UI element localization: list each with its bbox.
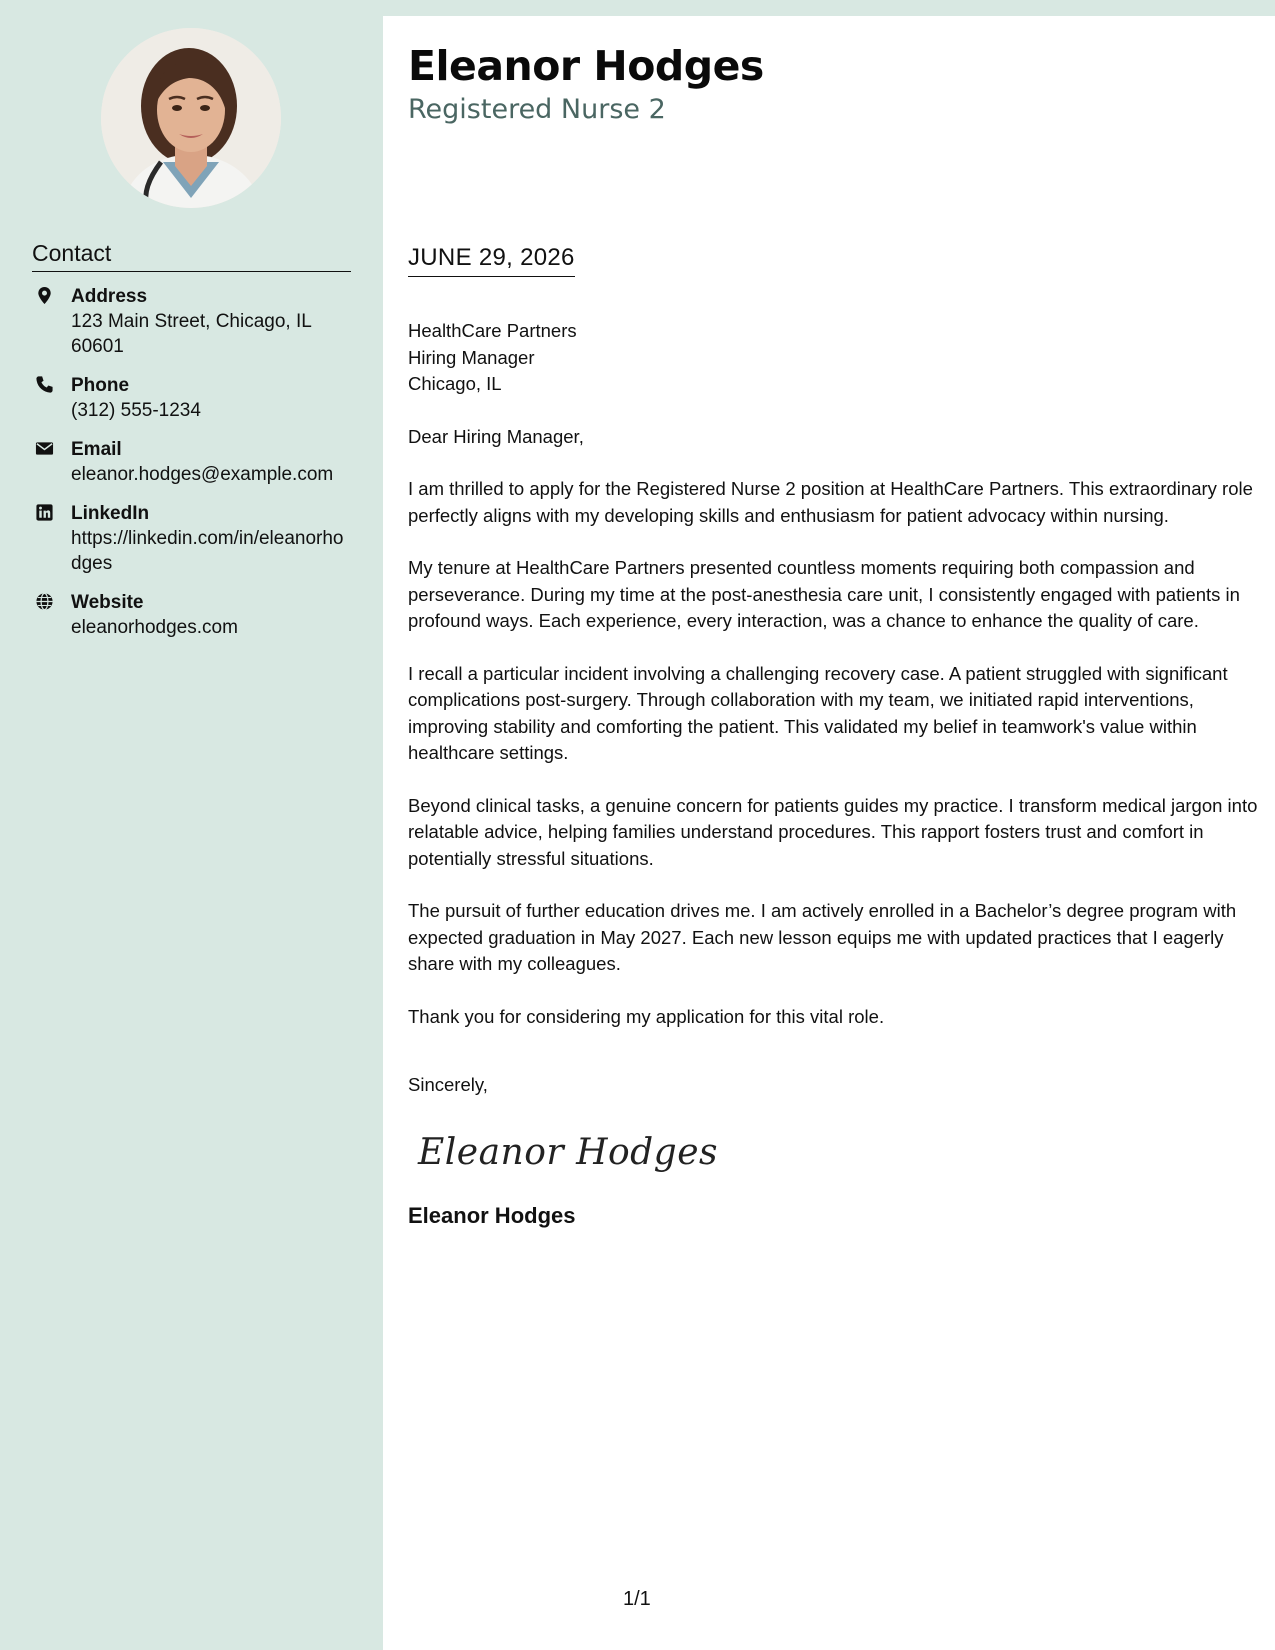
contact-item-website [32, 590, 352, 640]
recipient-line: HealthCare Partners [408, 320, 577, 341]
letter-paragraph: My tenure at HealthCare Partners presented countless moments requiring both compassion and perseverance. During my time at the post-anesthesia care unit, I consistently engaged with patients in profound ways. Each experience, every interaction, was a chance to enhance the quality of care. [408, 557, 1240, 631]
letter-paragraph: Thank you for considering my application for this vital role. [408, 1005, 885, 1027]
contact-list [32, 284, 352, 654]
letter-page: Eleanor Hodges Registered Nurse 2 JUNE 29, 2026 HealthCare Partners Hiring Manager Chicago, IL Dear Hiring Manager, I am thrilled to apply for the Registered Nurse 2 position at HealthCare Partners. This extraordinary role perfectly aligns with my developing skills and enthusiasm for patient advocacy within nursing. My tenure at HealthCare Partners presented countless moments requiring both compassion and perseverance. During my time at the post-anesthesia care unit, I consistently engaged with patients in profound ways. Each experience, every interaction, was a chance to enhance the quality of care. I recall a particular incident involving a challenging recovery case. A patient struggled with significant complications post-surgery. Through collaboration with my team, we initiated rapid interventions, improving stability and comforting the patient. This validated my belief in teamwork's value within healthcare settings. Beyond clinical tasks, a genuine concern for patients guides my practice. I transform medical jargon into relatable advice, helping families understand procedures. This rapport fosters trust and comfort in potentially stressful situations. The pursuit of further education drives me. I am actively enrolled in a Bachelor’s degree program with expected graduation in May 2027. Each new lesson equips me with updated practices that I eagerly share with my colleagues. Thank you for considering my application for this vital role. Sincerely, Eleanor Hodges Eleanor Hodges 1/1 [383, 16, 1275, 1650]
letter-body [408, 318, 1258, 1229]
sidebar [0, 0, 383, 1650]
phone-value: (312) 555-1234 [71, 400, 201, 421]
website-value[interactable]: eleanorhodges.com [71, 617, 238, 638]
recipient-line: Hiring Manager [408, 346, 535, 368]
salutation: Dear Hiring Manager, [408, 425, 584, 447]
contact-item-address [32, 284, 352, 359]
globe-icon [35, 592, 54, 611]
address-value: 123 Main Street, Chicago, IL 60601 [71, 311, 312, 357]
contact-heading: Contact [32, 240, 351, 272]
contact-item-phone [32, 373, 352, 423]
letter-paragraph: The pursuit of further education drives me. I am actively enrolled in a Bachelor’s degree program with expected graduation in May 2027. Each new lesson equips me with updated practices that I eagerly share with my colleagues. [408, 900, 1237, 974]
applicant-role: Registered Nurse 2 [408, 94, 666, 125]
signature: Eleanor Hodges [418, 1131, 719, 1173]
signer-name: Eleanor Hodges [408, 1202, 576, 1228]
contact-item-linkedin [32, 501, 352, 576]
contact-item-email [32, 437, 352, 487]
location-pin-icon [35, 286, 54, 305]
contact-label: Email [71, 439, 122, 460]
letter-date: JUNE 29, 2026 [408, 244, 575, 277]
avatar [101, 28, 281, 208]
linkedin-icon [35, 503, 54, 522]
linkedin-value[interactable]: https://linkedin.com/in/eleanorhodges [71, 528, 344, 574]
recipient-line: Chicago, IL [408, 373, 502, 394]
contact-label: Address [71, 286, 148, 307]
letter-paragraph: I am thrilled to apply for the Registered Nurse 2 position at HealthCare Partners. This extraordinary role perfectly aligns with my developing skills and enthusiasm for patient advocacy within nursing. [408, 478, 1253, 526]
phone-icon [35, 375, 54, 394]
contact-label: LinkedIn [71, 503, 150, 524]
contact-label: Website [71, 592, 144, 613]
applicant-name: Eleanor Hodges [408, 42, 764, 90]
recipient-block [408, 318, 1258, 398]
email-icon [35, 439, 54, 458]
closing: Sincerely, [408, 1074, 488, 1095]
email-value[interactable]: eleanor.hodges@example.com [71, 464, 334, 485]
contact-label: Phone [71, 375, 130, 396]
letter-paragraph: Beyond clinical tasks, a genuine concern for patients guides my practice. I transform medical jargon into relatable advice, helping families understand procedures. This rapport fosters trust and comfort in potentially stressful situations. [408, 794, 1258, 869]
letter-paragraph: I recall a particular incident involving a challenging recovery case. A patient struggled with significant complications post-surgery. Through collaboration with my team, we initiated rapid interventions, improving stability and comforting the patient. This validated my belief in teamwork's value within healthcare settings. [408, 662, 1228, 763]
